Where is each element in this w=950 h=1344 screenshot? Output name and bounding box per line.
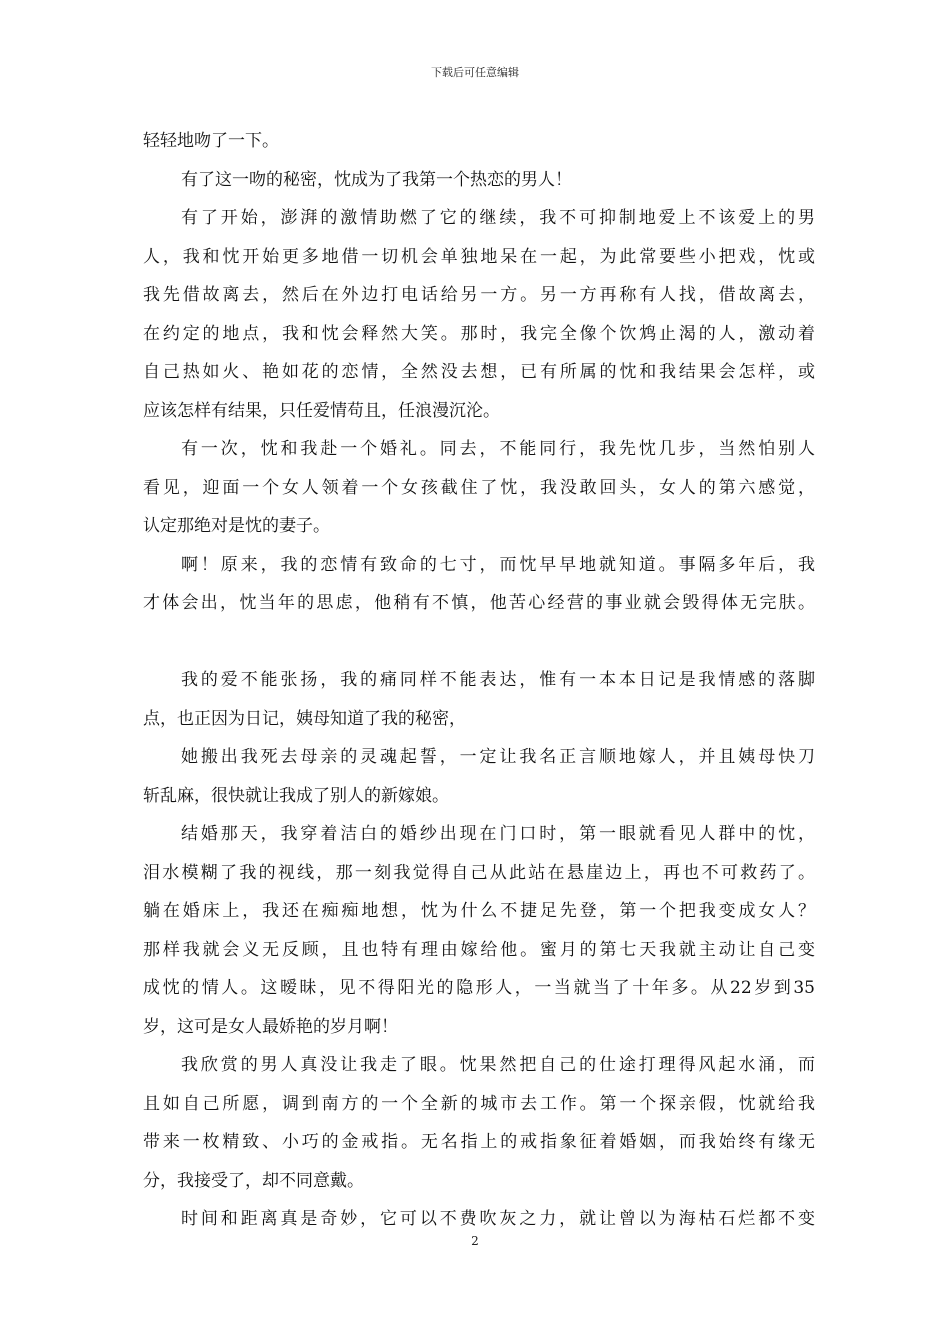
text-line: 她搬出我死去母亲的灵魂起誓，一定让我名正言顺地嫁人，并且姨母快刀 [181,747,815,767]
text-line: 看见，迎面一个女人领着一个女孩截住了忱，我没敢回头，女人的第六感觉， [143,477,815,498]
text-line: 时间和距离真是奇妙，它可以不费吹灰之力，就让曾以为海枯石烂都不变 [181,1209,815,1229]
text-line: 岁，这可是女人最娇艳的岁月啊！ [143,1016,398,1037]
text-line: 斩乱麻，很快就让我成了别人的新嫁娘。 [143,785,449,806]
text-line: 啊！原来，我的恋情有致命的七寸，而忱早早地就知道。事隔多年后，我 [181,554,815,575]
document-body [143,122,815,1239]
text-line: 人，我和忱开始更多地借一切机会单独地呆在一起，为此常要些小把戏，忱或 [143,246,815,267]
text-line: 认定那绝对是忱的妻子。 [143,516,330,536]
text-line: 泪水模糊了我的视线，那一刻我觉得自己从此站在悬崖边上，再也不可救药了。 [143,862,815,883]
text-line: 自己热如火、艳如花的恋情，全然没去想，已有所属的忱和我结果会怎样，或 [143,362,815,382]
text-line: 躺在婚床上，我还在痴痴地想，忱为什么不捷足先登，第一个把我变成女人？ [143,901,815,921]
page-header: 下载后可任意编辑 [431,66,519,79]
text-line: 有了开始，澎湃的激情助燃了它的继续，我不可抑制地爱上不该爱上的男 [181,208,815,228]
text-line: 轻轻地吻了一下。 [143,131,279,151]
text-line: 结婚那天，我穿着洁白的婚纱出现在门口时，第一眼就看见人群中的忱， [181,824,815,844]
text-line: 有一次，忱和我赴一个婚礼。同去，不能同行，我先忱几步，当然怕别人 [181,439,815,459]
text-line: 点，也正因为日记，姨母知道了我的秘密， [143,708,466,729]
page-number: 2 [471,1234,479,1248]
text-line: 有了这一吻的秘密，忱成为了我第一个热恋的男人！ [181,169,572,190]
blank-line [143,623,815,662]
text-line: 才体会出，忱当年的思虑，他稍有不慎，他苦心经营的事业就会毁得体无完肤。 [143,593,815,613]
text-line: 成忱的情人。这暧昧，见不得阳光的隐形人，一当就当了十年多。从22岁到35 [143,978,815,998]
text-line: 分，我接受了，却不同意戴。 [143,1170,364,1191]
text-line: 带来一枚精致、小巧的金戒指。无名指上的戒指象征着婚姻，而我始终有缘无 [143,1132,815,1152]
text-line: 那样我就会义无反顾，且也特有理由嫁给他。蜜月的第七天我就主动让自己变 [143,939,815,960]
text-line: 应该怎样有结果，只任爱情苟且，任浪漫沉沦。 [143,400,500,421]
text-line: 我先借故离去，然后在外边打电话给另一方。另一方再称有人找，借故离去， [143,285,815,305]
text-line: 我的爱不能张扬，我的痛同样不能表达，惟有一本本日记是我情感的落脚 [181,670,815,690]
text-line: 我欣赏的男人真没让我走了眼。忱果然把自己的仕途打理得风起水涌，而 [181,1055,815,1075]
text-line: 且如自己所愿，调到南方的一个全新的城市去工作。第一个探亲假，忱就给我 [143,1093,815,1114]
text-line: 在约定的地点，我和忱会释然大笑。那时，我完全像个饮鸩止渴的人，激动着 [143,323,815,344]
